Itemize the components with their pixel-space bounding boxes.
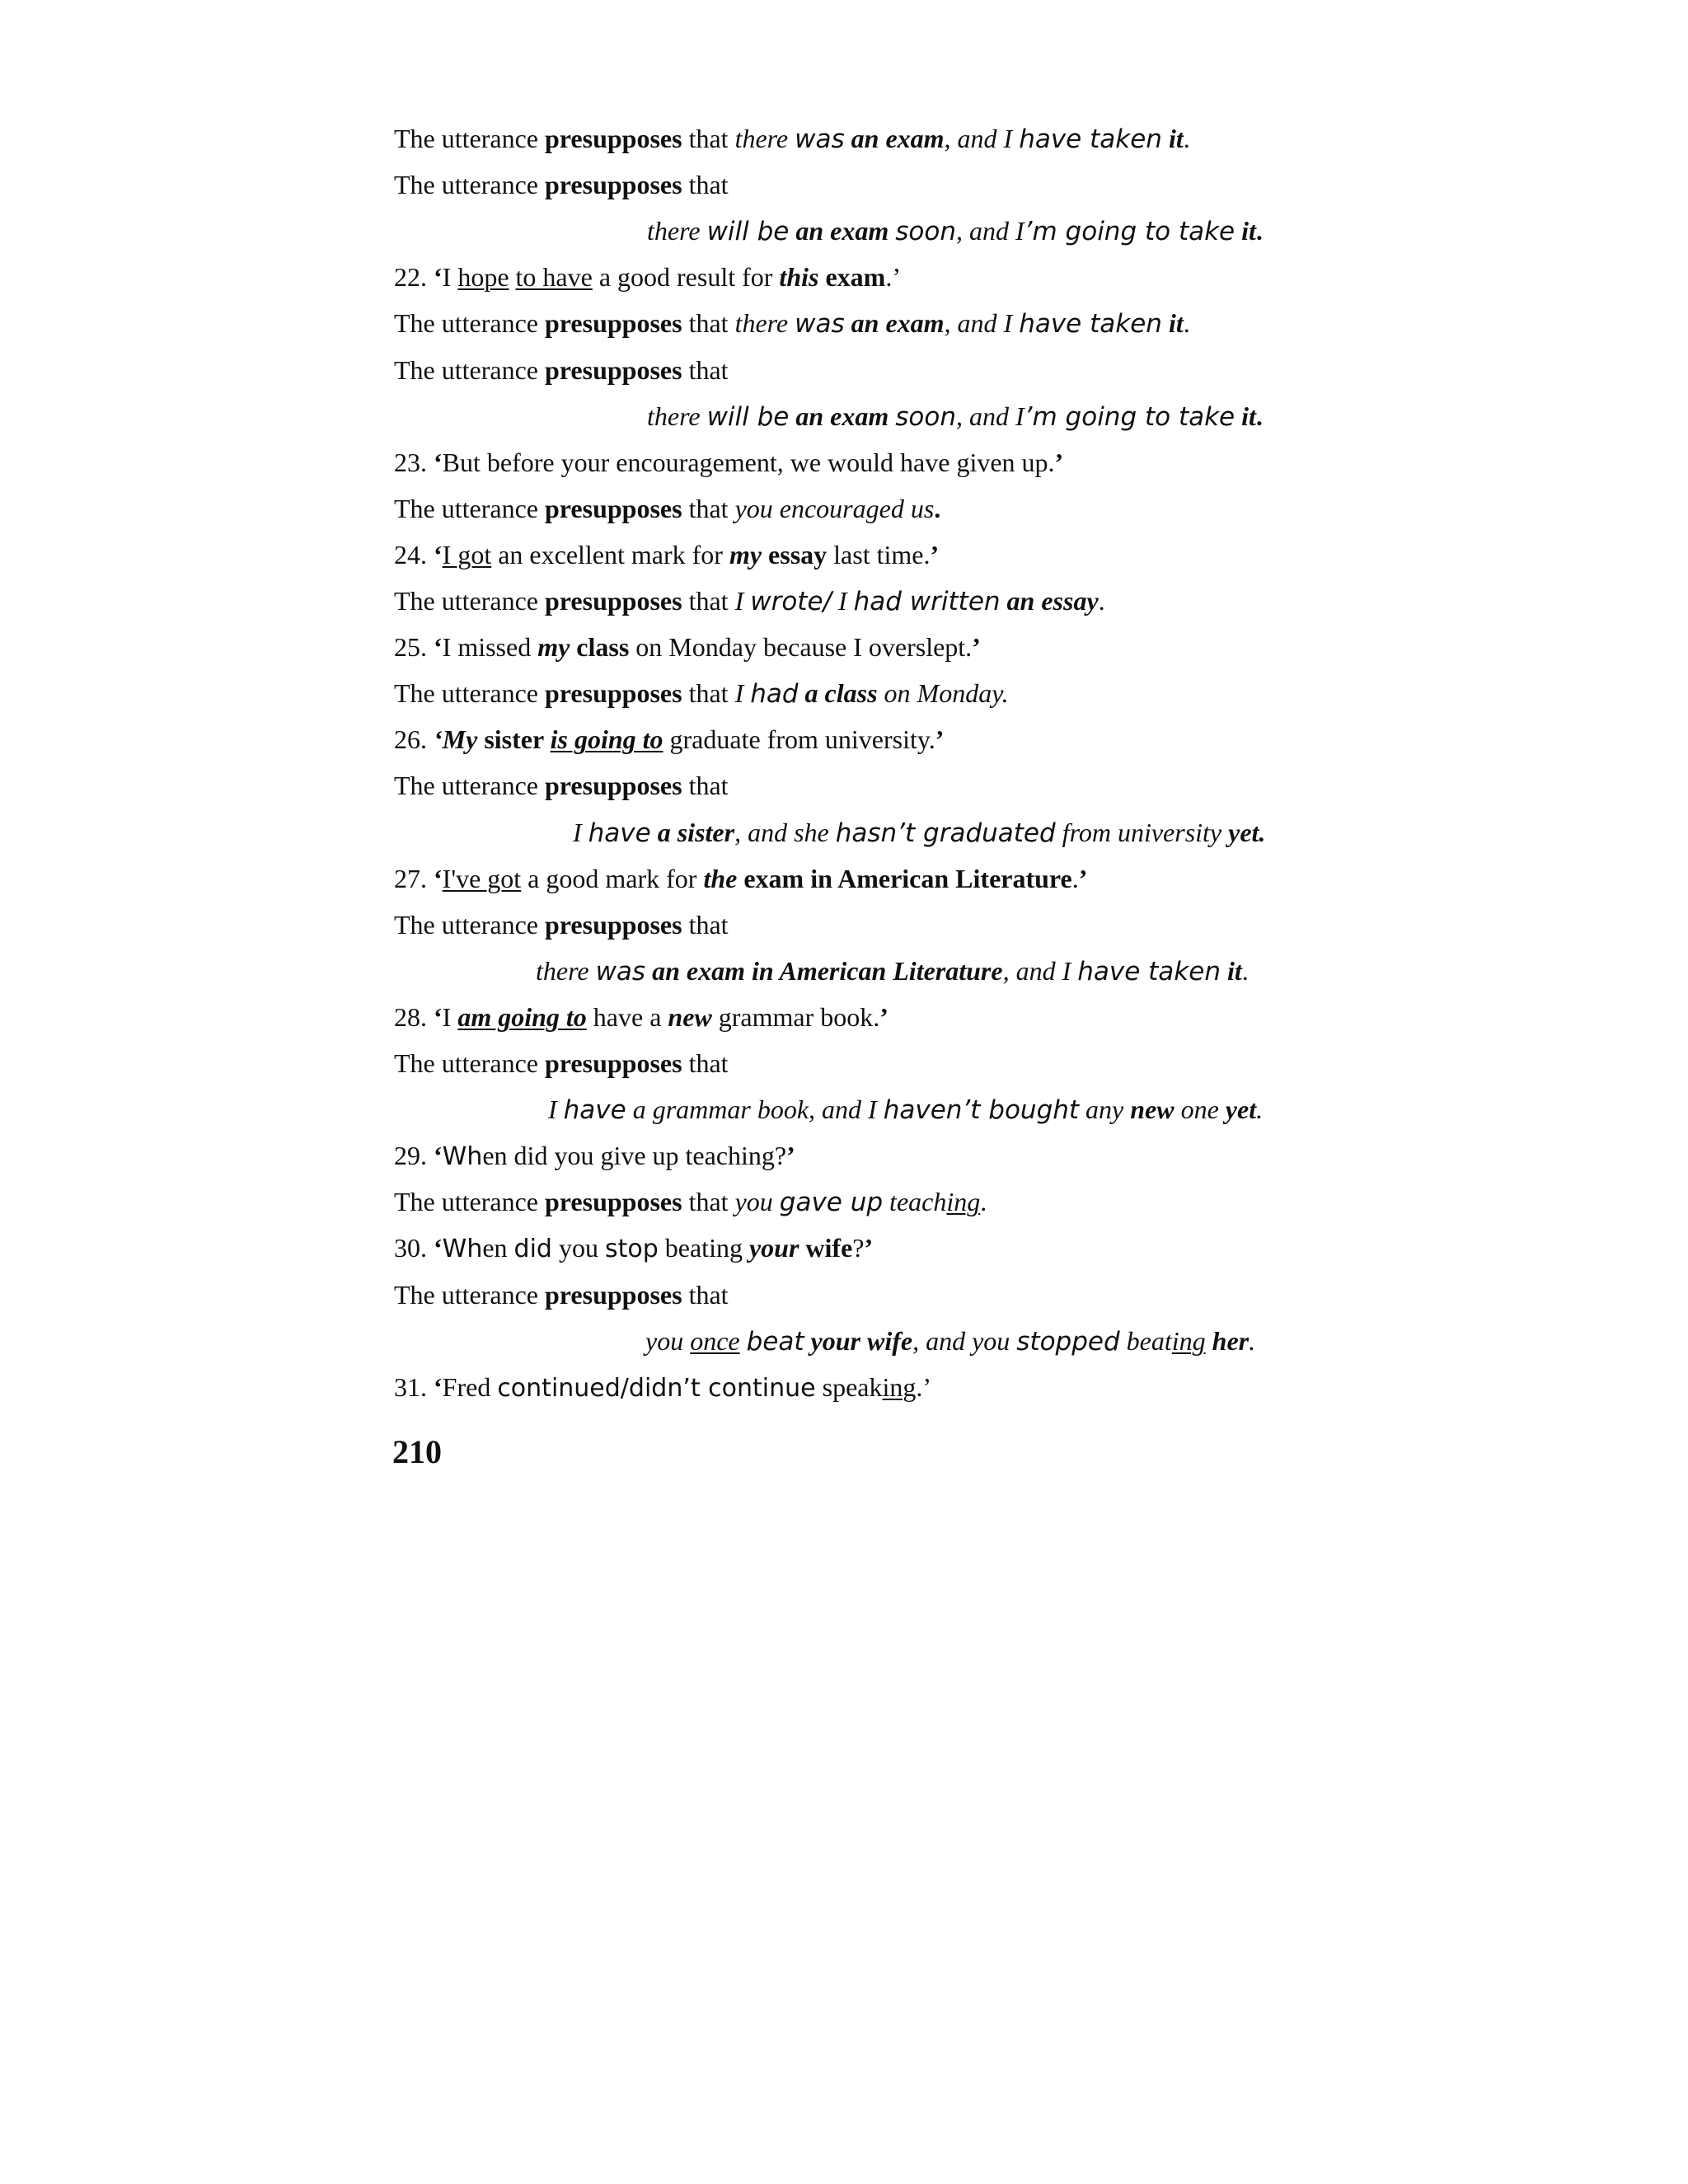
text-segment: that: [682, 1048, 729, 1078]
text-segment: from university: [1055, 817, 1229, 847]
text-segment: , and you: [912, 1325, 1017, 1356]
text-segment: there: [734, 308, 795, 339]
text-segment: this: [779, 262, 819, 293]
text-segment: presupposes: [545, 586, 682, 616]
text-segment: .: [1183, 124, 1190, 153]
text-line: [0, 1371, 1688, 1405]
text-segment: I've got: [442, 863, 522, 893]
text-line: [0, 214, 1688, 248]
text-segment: an exam: [789, 401, 896, 431]
text-segment: 24.: [394, 539, 434, 569]
text-segment: an exam: [844, 308, 945, 339]
text-segment: that: [682, 308, 735, 339]
text-line: [0, 816, 1688, 850]
text-segment: that: [682, 1187, 735, 1217]
text-segment: a good result for: [592, 262, 780, 293]
text-segment: I: [734, 586, 751, 616]
text-segment: it: [1220, 955, 1242, 986]
text-segment: my: [729, 539, 762, 569]
text-line: [0, 446, 1688, 479]
text-segment: beat: [746, 1326, 804, 1357]
text-segment: a class: [798, 678, 878, 709]
text-segment: But before your encouragement, we would have given up.: [442, 447, 1055, 477]
text-segment: .: [934, 493, 941, 523]
text-segment: a good mark for: [521, 863, 704, 893]
text-segment: ‘My: [434, 724, 478, 755]
text-segment: that: [682, 586, 735, 616]
text-segment: hasn’t graduated: [835, 818, 1056, 848]
text-segment: ’: [930, 539, 940, 569]
text-segment: wrote/: [750, 587, 832, 616]
text-segment: beating: [658, 1233, 749, 1263]
text-segment: will be: [706, 217, 790, 247]
text-segment: yet.: [1228, 817, 1266, 847]
text-segment: that: [682, 170, 729, 200]
text-segment: have taken: [1019, 124, 1162, 154]
text-segment: The utterance: [394, 909, 545, 940]
text-segment: Wh: [442, 1235, 483, 1264]
text-segment: your wife: [804, 1325, 913, 1356]
text-segment: am going to: [457, 1001, 587, 1032]
text-segment: sister: [477, 724, 551, 755]
text-segment: a sister: [650, 817, 735, 847]
text-segment: I: [442, 262, 458, 293]
text-segment: her: [1205, 1325, 1250, 1356]
text-segment: that: [682, 493, 735, 523]
text-segment: an excellent mark for: [491, 539, 729, 569]
text-segment: 25.: [394, 632, 434, 663]
text-segment: last time.: [827, 539, 931, 569]
text-segment: Wh: [442, 1142, 483, 1172]
text-segment: stopped: [1016, 1326, 1120, 1357]
text-line: [0, 307, 1688, 340]
text-segment: , and I: [944, 124, 1020, 153]
text-segment: your: [748, 1233, 799, 1263]
text-segment: presupposes: [545, 678, 682, 709]
text-segment: graduate from university.: [663, 724, 935, 755]
text-segment: there: [734, 124, 795, 153]
text-segment: presupposes: [545, 1187, 682, 1217]
text-segment: ?: [852, 1233, 865, 1263]
text-segment: .: [1255, 401, 1263, 431]
text-segment: wife: [799, 1233, 853, 1263]
text-segment: ’m going to take: [1024, 401, 1236, 432]
text-segment: soon: [895, 401, 956, 432]
text-segment: have: [588, 818, 651, 848]
text-line: [0, 1278, 1688, 1311]
text-segment: The utterance: [394, 678, 545, 709]
text-segment: ‘: [434, 1141, 443, 1171]
page-number: 210: [392, 1433, 442, 1470]
text-line: [0, 1185, 1688, 1219]
text-segment: The utterance: [394, 170, 545, 200]
text-segment: [509, 262, 516, 292]
text-segment: Fred: [442, 1371, 498, 1402]
text-segment: a grammar book, and I: [626, 1094, 884, 1125]
text-segment: presupposes: [545, 124, 682, 153]
text-segment: , and I: [944, 308, 1020, 339]
text-segment: exam: [818, 262, 886, 293]
text-segment: en: [482, 1233, 514, 1263]
text-segment: was: [595, 956, 646, 987]
text-segment: 31.: [394, 1371, 434, 1402]
text-segment: exam in American Literature: [737, 863, 1072, 893]
text-segment: it: [1161, 308, 1184, 339]
text-segment: was: [795, 309, 845, 340]
text-segment: speak: [815, 1371, 883, 1402]
text-segment: it: [1235, 401, 1256, 431]
text-line: [0, 538, 1688, 571]
text-line: [0, 723, 1688, 756]
text-line: [0, 168, 1688, 201]
text-line: [0, 400, 1688, 434]
text-segment: you: [645, 1325, 691, 1356]
text-segment: hope: [457, 262, 509, 293]
text-segment: presupposes: [545, 308, 682, 339]
text-segment: haven’t bought: [883, 1095, 1080, 1126]
text-segment: The utterance: [394, 124, 545, 153]
text-segment: The utterance: [394, 1048, 545, 1078]
text-segment: have taken: [1019, 309, 1162, 340]
text-segment: ‘: [434, 1001, 443, 1032]
text-segment: presupposes: [545, 909, 682, 940]
text-line: [0, 1001, 1688, 1033]
text-segment: beat: [1119, 1325, 1172, 1356]
text-segment: new: [668, 1001, 712, 1032]
text-segment: there: [536, 955, 596, 986]
text-segment: gave up: [779, 1188, 884, 1218]
text-segment: presupposes: [545, 170, 682, 200]
text-segment: ‘: [434, 1371, 443, 1402]
text-segment: The utterance: [394, 1187, 545, 1217]
text-segment: ’: [972, 632, 981, 663]
text-line: [0, 769, 1688, 802]
text-line: [0, 354, 1688, 387]
text-segment: , and she: [734, 817, 836, 847]
text-segment: ing: [1171, 1325, 1206, 1356]
text-segment: ing: [882, 1371, 917, 1402]
text-segment: you: [551, 1233, 605, 1263]
text-segment: ‘: [434, 1233, 443, 1263]
text-segment: there: [647, 401, 707, 431]
text-line: [0, 1139, 1688, 1174]
text-segment: I got: [442, 539, 492, 569]
text-segment: ’: [786, 1141, 795, 1171]
text-segment: that: [682, 771, 729, 801]
text-segment: have: [563, 1095, 626, 1126]
text-segment: presupposes: [545, 493, 682, 523]
text-segment: , and I: [1002, 955, 1078, 986]
text-segment: ’: [1078, 863, 1088, 893]
text-segment: I missed: [442, 632, 538, 663]
text-line: [0, 908, 1688, 941]
text-segment: The utterance: [394, 586, 545, 616]
text-line: [0, 954, 1688, 988]
text-segment: an essay: [1000, 586, 1099, 616]
text-segment: on Monday.: [877, 678, 1009, 709]
text-segment: ‘: [434, 447, 443, 477]
text-line: [0, 1231, 1688, 1266]
text-segment: ’: [935, 724, 945, 755]
text-segment: ‘: [434, 632, 443, 663]
text-segment: The utterance: [394, 1279, 545, 1310]
text-segment: yet: [1225, 1094, 1257, 1125]
text-segment: 23.: [394, 447, 434, 477]
text-segment: an exam: [789, 216, 896, 246]
text-segment: .’: [885, 262, 901, 293]
text-segment: there: [647, 216, 707, 246]
text-segment: ing: [946, 1187, 981, 1217]
text-segment: you: [734, 1187, 780, 1217]
text-segment: I: [831, 586, 854, 616]
text-segment: I: [442, 1001, 458, 1032]
text-segment: 30.: [394, 1233, 434, 1263]
text-segment: .: [1183, 308, 1190, 339]
text-segment: on Monday because I overslept.: [629, 632, 973, 663]
text-segment: 29.: [394, 1141, 434, 1171]
text-line: [0, 492, 1688, 525]
text-segment: I: [573, 817, 588, 847]
text-segment: to have: [515, 262, 593, 293]
text-segment: The utterance: [394, 771, 545, 801]
text-segment: had: [750, 679, 799, 710]
text-segment: did: [513, 1235, 552, 1264]
text-segment: new: [1130, 1094, 1175, 1125]
text-segment: presupposes: [545, 354, 682, 385]
text-segment: that: [682, 678, 735, 709]
text-segment: grammar book.: [711, 1001, 880, 1032]
text-segment: had written: [853, 587, 1001, 616]
text-segment: it: [1235, 216, 1256, 246]
text-segment: .: [1241, 955, 1249, 986]
text-line: [0, 1047, 1688, 1080]
text-segment: soon: [895, 217, 956, 247]
text-segment: it: [1161, 124, 1184, 153]
text-segment: have taken: [1077, 956, 1221, 987]
text-segment: [740, 1326, 747, 1356]
text-segment: 28.: [394, 1001, 434, 1032]
text-segment: ’: [864, 1233, 874, 1263]
text-segment: will be: [706, 401, 790, 432]
text-segment: ’: [1054, 447, 1064, 477]
text-segment: was: [795, 124, 845, 154]
text-segment: .: [1256, 1094, 1264, 1125]
text-line: [0, 122, 1688, 156]
text-segment: The utterance: [394, 493, 545, 523]
text-line: [0, 1093, 1688, 1127]
text-segment: I: [548, 1094, 564, 1125]
text-segment: that: [682, 1279, 729, 1310]
text-segment: 26.: [394, 724, 434, 755]
text-segment: continued/didn’t continue: [497, 1373, 816, 1403]
text-line: [0, 630, 1688, 663]
text-segment: en did you give up teaching?: [482, 1141, 787, 1171]
text-segment: you encouraged us: [734, 493, 935, 523]
text-segment: that: [682, 354, 729, 385]
text-segment: that: [682, 909, 729, 940]
text-segment: that: [682, 124, 735, 153]
text-segment: I: [734, 678, 751, 709]
text-segment: stop: [604, 1235, 659, 1264]
text-segment: .: [1071, 863, 1079, 893]
text-segment: my: [537, 632, 570, 663]
text-line: [0, 677, 1688, 710]
text-segment: essay: [762, 539, 828, 569]
text-segment: presupposes: [545, 771, 682, 801]
text-segment: once: [690, 1325, 740, 1356]
text-segment: ‘: [434, 863, 443, 893]
text-segment: The utterance: [394, 308, 545, 339]
text-line: [0, 260, 1688, 293]
text-line: [0, 862, 1688, 895]
text-segment: ‘: [434, 262, 443, 293]
text-segment: class: [570, 632, 630, 663]
text-segment: the: [703, 863, 738, 893]
text-line: [0, 584, 1688, 618]
text-segment: ‘: [434, 539, 443, 569]
text-line: [0, 1324, 1688, 1358]
text-segment: presupposes: [545, 1048, 682, 1078]
text-segment: , and I: [955, 216, 1025, 246]
text-segment: any: [1079, 1094, 1131, 1125]
text-segment: .: [1249, 1325, 1256, 1356]
text-segment: presupposes: [545, 1279, 682, 1310]
text-segment: an exam in American Literature: [645, 955, 1003, 986]
text-segment: an exam: [844, 124, 945, 153]
text-segment: 27.: [394, 863, 434, 893]
text-segment: teach: [883, 1187, 947, 1217]
text-segment: ’m going to take: [1024, 217, 1236, 247]
text-segment: have a: [586, 1001, 668, 1032]
text-segment: is going to: [550, 724, 663, 755]
text-segment: one: [1174, 1094, 1226, 1125]
text-segment: .: [1098, 586, 1105, 616]
text-segment: , and I: [955, 401, 1025, 431]
text-segment: .: [1255, 216, 1263, 246]
text-segment: The utterance: [394, 354, 545, 385]
text-segment: .: [980, 1187, 987, 1217]
text-segment: ’: [879, 1001, 889, 1032]
text-segment: 22.: [394, 262, 434, 293]
text-segment: .’: [916, 1371, 932, 1402]
